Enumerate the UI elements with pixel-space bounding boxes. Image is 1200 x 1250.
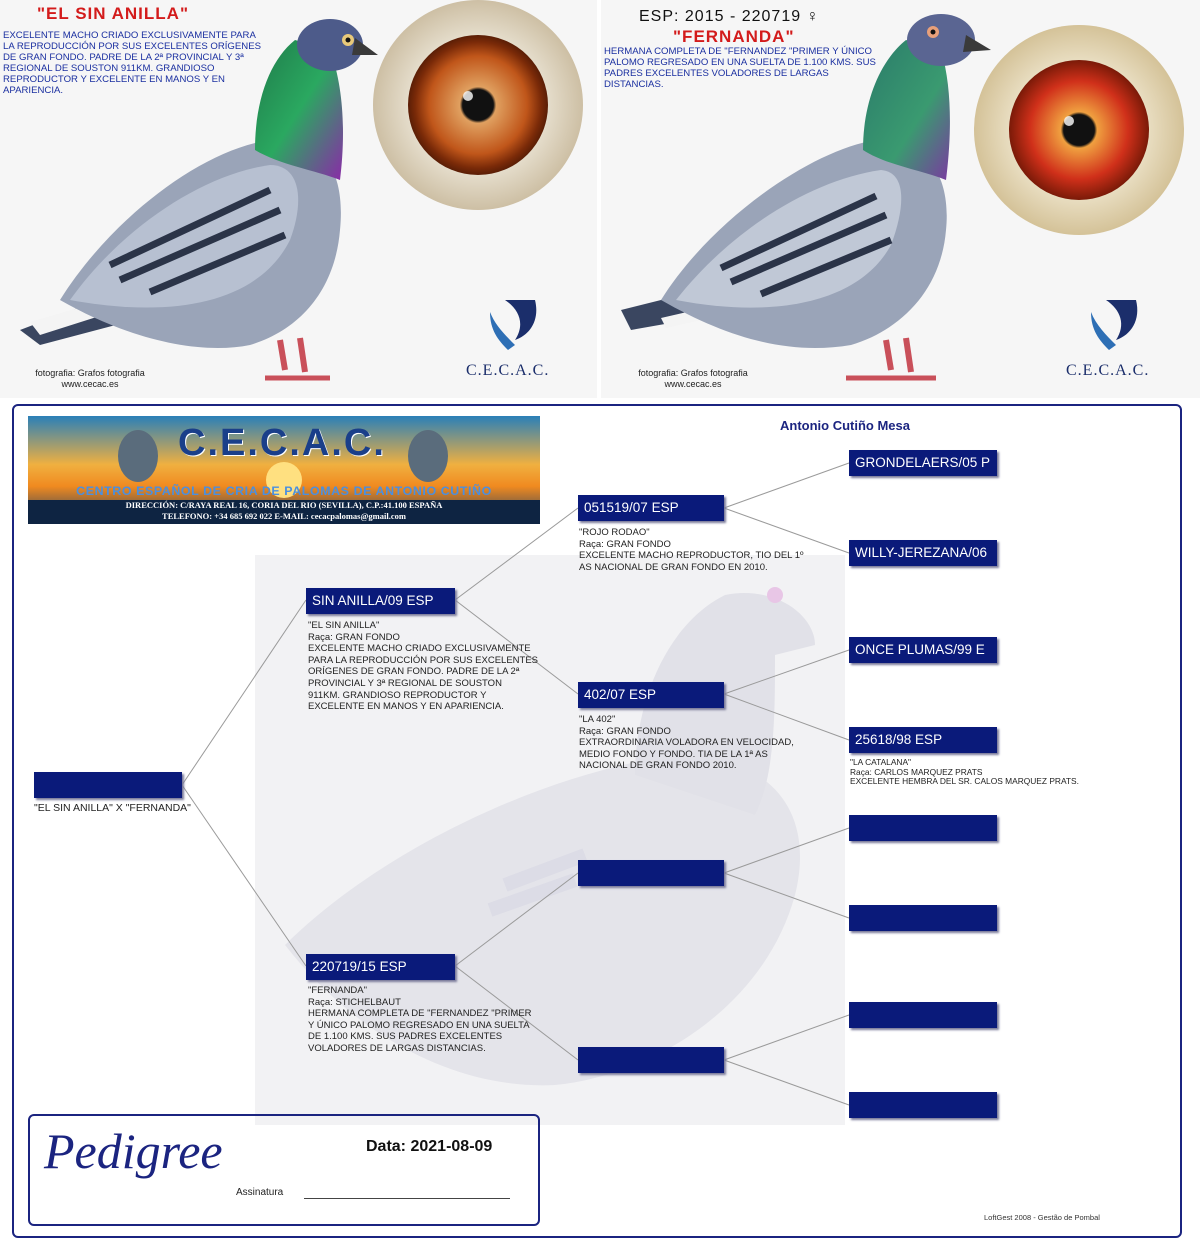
dam-line: Y ÚNICO PALOMO REGRESADO EN UNA SUELTA <box>308 1019 530 1031</box>
subject-box[interactable] <box>34 772 182 798</box>
sire-line: EXCELENTE MACHO CRIADO EXCLUSIVAMENTE <box>308 643 531 655</box>
sire-dam-info <box>579 714 794 772</box>
sire-sire-box[interactable]: 051519/07 ESP <box>578 495 724 521</box>
photo-credit-url: www.cecac.es <box>664 379 722 389</box>
sire-info <box>308 620 538 713</box>
gen4-line: EXCELENTE HEMBRA DEL SR. CALOS MARQUEZ PRATS. <box>850 776 1079 786</box>
dam-box[interactable]: 220719/15 ESP <box>306 954 455 980</box>
sire-dam-line: MEDIO FONDO Y FONDO. TIA DE LA 1ª AS <box>579 748 768 760</box>
pedigree-script-title: Pedigree <box>44 1123 223 1179</box>
owner-name: Antonio Cutiño Mesa <box>780 418 910 433</box>
date-value: 2021-08-09 <box>410 1138 493 1155</box>
sire-name: "EL SIN ANILLA" <box>308 620 380 631</box>
sire-photo-title: "EL SIN ANILLA" <box>37 4 190 23</box>
sire-box[interactable]: SIN ANILLA/09 ESP <box>306 588 455 614</box>
sire-dam-name: "LA 402" <box>579 714 616 725</box>
signature-line[interactable] <box>304 1198 510 1199</box>
sire-breed: Raça: GRAN FONDO <box>308 631 400 643</box>
date-label: Data: <box>366 1138 407 1155</box>
sire-sire-line: EXCELENTE MACHO REPRODUCTOR, TIO DEL 1º <box>579 550 804 562</box>
photo-credit-line1: fotografia: Grafos fotografia <box>638 368 748 378</box>
cecac-logo-text: C.E.C.A.C. <box>466 362 550 379</box>
sire-sire-info <box>579 527 803 573</box>
dam-photo-title: "FERNANDA" <box>673 27 795 46</box>
gen4-box[interactable]: GRONDELAERS/05 P <box>849 450 997 476</box>
gen4-box[interactable] <box>849 815 997 841</box>
gen4-info <box>850 758 1079 787</box>
sire-sire-name: "ROJO RODAO" <box>579 527 650 538</box>
banner-logo: C.E.C.A.C. <box>178 422 386 464</box>
banner-name: CENTRO ESPAÑOL DE CRIA DE PALOMAS DE ANTONIO CUTIÑO <box>76 484 492 498</box>
banner-address: DIRECCIÓN: C/RAYA REAL 16, CORIA DEL RIO (SEVILLA), C.P.:41.100 ESPAÑA <box>125 500 443 510</box>
cecac-logo-text: C.E.C.A.C. <box>1066 362 1150 379</box>
dam-breed: Raça: STICHELBAUT <box>308 996 401 1008</box>
dam-line: DE 1.100 KMS. SUS PADRES EXCELENTES <box>308 1031 503 1043</box>
signature-label: Assinatura <box>236 1187 284 1198</box>
dam-line: VOLADORES DE LARGAS DISTANCIAS. <box>308 1042 486 1054</box>
gen4-box[interactable] <box>849 1002 997 1028</box>
dam-sire-box[interactable] <box>578 860 724 886</box>
gen4-box[interactable] <box>849 1092 997 1118</box>
gen4-box[interactable]: 25618/98 ESP <box>849 727 997 753</box>
photo-credit-line1: fotografia: Grafos fotografia <box>35 368 145 378</box>
sire-line: PARA LA REPRODUCCIÓN POR SUS EXCELENTES <box>308 654 538 666</box>
banner-contact: TELEFONO: +34 685 692 022 E-MAIL: cecacpalomas@gmail.com <box>162 511 406 521</box>
dam-dam-box[interactable] <box>578 1047 724 1073</box>
sire-line: EXCELENTE EN MANOS Y EN APARIENCIA. <box>308 701 504 713</box>
pedigree-date <box>366 1138 492 1156</box>
sire-sire-line: AS NACIONAL DE GRAN FONDO EN 2010. <box>579 561 768 573</box>
gen4-name: "LA CATALANA" <box>850 757 912 767</box>
dam-info <box>308 985 532 1055</box>
dam-ring-number: ESP: 2015 - 220719 ♀ <box>639 8 820 25</box>
sire-dam-line: EXTRAORDINARIA VOLADORA EN VELOCIDAD, <box>579 737 794 749</box>
sire-sire-breed: Raça: GRAN FONDO <box>579 538 671 550</box>
gen4-box[interactable] <box>849 905 997 931</box>
gen4-box[interactable]: ONCE PLUMAS/99 E <box>849 637 997 663</box>
sire-line: ORÍGENES DE GRAN FONDO. PADRE DE LA 2ª <box>308 666 520 678</box>
sire-photo-description: EXCELENTE MACHO CRIADO EXCLUSIVAMENTE PARA LA REPRODUCCIÓN POR SUS EXCELENTES ORÍGENES DE GRAN FONDO. PADRE DE LA 2ª PROVINCIAL Y 3ª REGIONAL DE SOUSTON 911KM. GRANDIOSO REPRODUCTOR Y EXCELENTE EN MANOS Y EN APARIENCIA. <box>3 30 262 96</box>
photo-credit-url: www.cecac.es <box>61 379 119 389</box>
sire-line: PROVINCIAL Y 3ª REGIONAL DE SOUSTON <box>308 677 502 689</box>
sire-dam-line: NACIONAL DE GRAN FONDO 2010. <box>579 760 737 772</box>
software-credit: LoftGest 2008 - Gestão de Pombal <box>984 1213 1100 1222</box>
dam-line: HERMANA COMPLETA DE "FERNANDEZ "PRIMER <box>308 1008 532 1020</box>
sire-line: 911KM. GRANDIOSO REPRODUCTOR Y <box>308 689 487 701</box>
sire-dam-box[interactable]: 402/07 ESP <box>578 682 724 708</box>
subject-caption: "EL SIN ANILLA" X "FERNANDA" <box>34 802 191 814</box>
dam-name: "FERNANDA" <box>308 985 367 996</box>
dam-photo-description: HERMANA COMPLETA DE "FERNANDEZ "PRIMER Y ÚNICO PALOMO REGRESADO EN UNA SUELTA DE 1.100 KMS. SUS PADRES EXCELENTES VOLADORES DE LARGAS DISTANCIAS. <box>604 46 876 90</box>
gen4-box[interactable]: WILLY-JEREZANA/06 <box>849 540 997 566</box>
gen4-breed: Raça: CARLOS MARQUEZ PRATS <box>850 766 983 777</box>
sire-dam-breed: Raça: GRAN FONDO <box>579 725 671 737</box>
